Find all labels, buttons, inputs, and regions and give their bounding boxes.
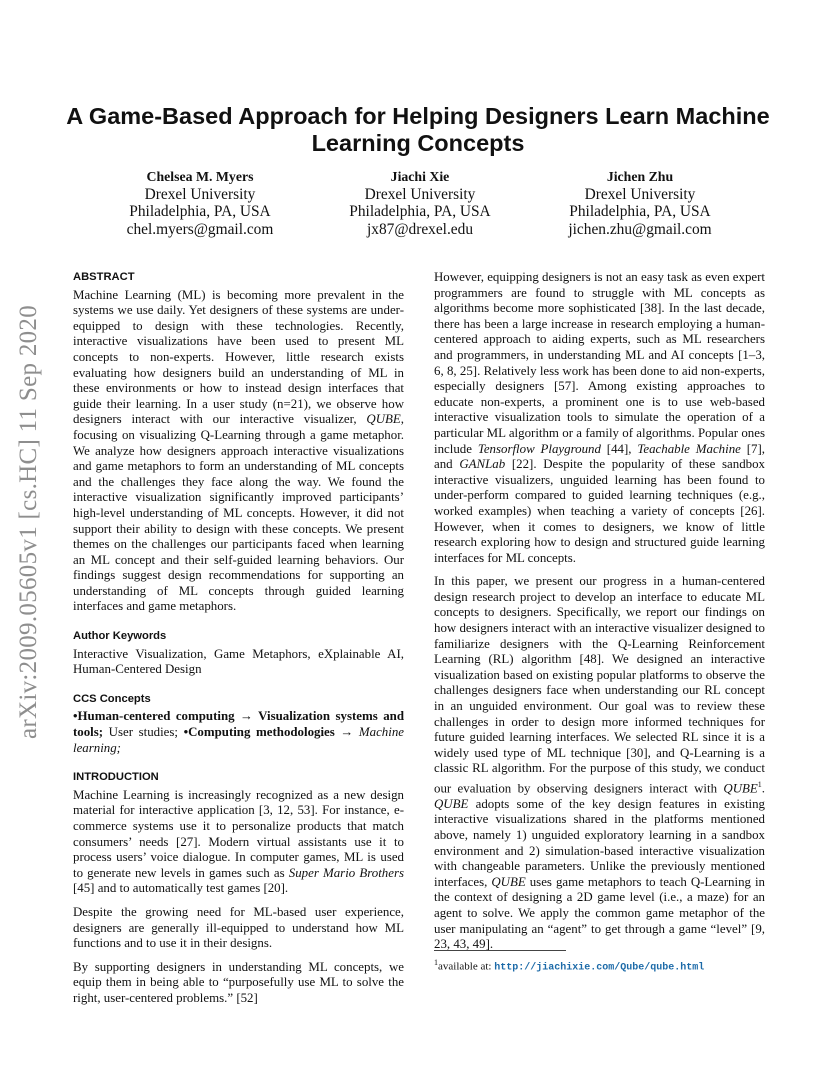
left-column xyxy=(73,270,404,1015)
footnote-mark: 1 xyxy=(434,958,438,967)
keywords-text: Interactive Visualization, Game Metaphors, eXplainable AI, Human-Centered Design xyxy=(73,646,404,677)
intro-text: [45] and to automatically test games [20]. xyxy=(73,881,289,896)
qube-term: QUBE xyxy=(491,874,526,889)
abstract-text-part: Machine Learning (ML) is becoming more prevalent in the systems we use daily. Yet designers of these systems are under-equipped to design with these technologies. Recently, interactive visualizations have been used to present ML concepts to non-experts. However, little research exists evaluating how designers build an understanding of ML in these environments or how to instead design interfaces that guide their learning. In a user study (n=21), we observe how designers interact with our interactive visualizer, xyxy=(73,287,404,427)
qube-term: QUBE xyxy=(366,412,401,427)
intro-paragraph-2: Despite the growing need for ML-based user experience, designers are generally ill-equipped to understand how ML functions and to use it in their designs. xyxy=(73,904,404,951)
abstract-text-part: , focusing on visualizing Q-Learning through a game metaphor. We analyze how designers approach interactive visualizations and game metaphors to form an understanding of ML concepts and the challenges they face along the way. We found the interactive visualization significantly improved participants’ high-level understanding of ML concepts. However, it did not support their ability to design with these concepts. We present themes on the challenges our participants faced when learning an ML concept and their self-guided learning behaviors. Our findings suggest design recommendations for supporting an understanding of ML concepts through guided learning interfaces and game metaphors. xyxy=(73,412,404,614)
intro-text: Machine Learning is increasingly recognized as a new design material for interactive application [3, 12, 53]. For instance, e-commerce systems use it to personalize products that match consumers’ needs [27]. Modern virtual assistants use it to process users’ voice dialogue. In computer games, ML is used to generate new levels in games such as xyxy=(73,787,404,880)
ccs-concept: User studies; xyxy=(103,725,184,740)
footnote-marker[interactable]: 1 xyxy=(757,780,762,789)
body-text: uses game metaphors to teach Q-Learning in the context of designing a 2D game level (i.e., a maze) for an agent to solve. We apply the common game metaphor of the user manipulating an “agent” to get through a game “level” [9, 23, 43, 49]. xyxy=(434,874,765,952)
game-title: Super Mario Brothers xyxy=(288,865,405,880)
abstract-text xyxy=(73,288,404,615)
body-text: [7], and xyxy=(434,441,765,472)
body-text: [22]. Despite the popularity of these sandbox interactive visualizers, unguided learning has been found to under-perform compared to guided learning techniques (e.g., worked examples) when teaching a variety of concepts [26]. However, when it comes to designers, we know of little research exploring how to design and structured guide learning interfaces for ML concepts. xyxy=(434,457,765,565)
paper-title: A Game-Based Approach for Helping Designers Learn Machine Learning Concepts xyxy=(66,103,770,156)
author-location: Philadelphia, PA, USA xyxy=(129,203,271,220)
keywords-heading: Author Keywords xyxy=(73,630,167,643)
intro-paragraph-3: By supporting designers in understanding ML concepts, we equip them in being able to “purposefully use ML to solve the right, user-centered problems.” [52] xyxy=(73,959,404,1005)
author-name: Jiachi Xie xyxy=(390,169,450,184)
ccs-heading: CCS Concepts xyxy=(73,692,151,705)
author-affiliation: Drexel University xyxy=(364,185,476,203)
ccs-arrow: → xyxy=(334,725,359,740)
footnote xyxy=(434,950,765,975)
body-text: In this paper, we present our progress in a human-centered design research project to develop an interface to educate ML concepts to designers. Specifically, we report our findings on how designers interact with an interactive visualizer designed to familiarize designers with the Q-Learning Reinforcement Learning (RL) algorithm [48]. We designed an interactive visualization based on existing popular platforms to observe the challenges designers face when understanding our RL concept in an unguided environment. Our goal was to review these challenges in order to design more informed techniques for future guided learning interfaces. We selected RL since it is a widely used type of ML technique [30], and Q-Learning is a classic RL algorithm. For the purpose of this study, we conduct our evaluation by observing designers interact with xyxy=(434,574,765,796)
author-1 xyxy=(90,168,310,238)
tool-name: GANLab xyxy=(459,457,506,472)
ccs-text xyxy=(73,709,404,756)
qube-term: QUBE xyxy=(434,796,469,811)
footnote-link[interactable]: http://jiachixie.com/Qube/qube.html xyxy=(494,962,705,974)
ccs-concept: •Human-centered computing → Visualization systems and tools; xyxy=(73,709,404,740)
author-location: Philadelphia, PA, USA xyxy=(569,203,711,220)
author-2 xyxy=(310,168,530,238)
author-name: Chelsea M. Myers xyxy=(146,169,254,184)
body-text: [44], xyxy=(600,441,638,456)
author-3 xyxy=(530,168,750,238)
author-email[interactable]: jichen.zhu@gmail.com xyxy=(568,220,712,238)
arxiv-identifier-text: arXiv:2009.05605v1 [cs.HC] 11 Sep 2020 xyxy=(15,304,42,740)
body-text: . xyxy=(761,781,765,796)
tool-name: Teachable Machine xyxy=(637,441,741,456)
author-block xyxy=(90,168,750,238)
author-email[interactable]: chel.myers@gmail.com xyxy=(126,220,274,238)
arxiv-identifier xyxy=(6,282,52,762)
footnote-rule xyxy=(434,950,566,951)
author-affiliation: Drexel University xyxy=(584,185,696,203)
intro-paragraph-1 xyxy=(73,788,404,897)
body-paragraph-1 xyxy=(434,270,765,566)
right-column xyxy=(434,270,765,961)
author-location: Philadelphia, PA, USA xyxy=(349,203,491,220)
footnote-label: available at: xyxy=(438,960,495,973)
author-name: Jichen Zhu xyxy=(606,169,674,184)
author-affiliation: Drexel University xyxy=(144,185,256,203)
ccs-concept: •Computing methodologies xyxy=(183,725,335,740)
body-text: However, equipping designers is not an easy task as even expert programmers are found to struggle with ML concepts as algorithms become more sophisticated [38]. In the last decade, there has been a large increase in research employing a human-centered approach to aiding experts, such as ML researchers and programmers, in understanding ML and AI concepts [1–3, 6, 8, 25]. Relatively less work has been done to aid non-experts, especially designers [57]. Among existing approaches to educate non-experts, a prominent one is to use web-based interactive visualization tools to simulate the operation of a particular ML algorithm or a family of algorithms. Popular ones include xyxy=(434,270,765,456)
abstract-heading: ABSTRACT xyxy=(73,271,135,283)
qube-term: QUBE xyxy=(723,781,758,796)
author-email[interactable]: jx87@drexel.edu xyxy=(366,220,474,238)
body-text: adopts some of the key design features in existing interactive visualizations shared in the platforms mentioned above, namely 1) unguided exploratory learning in a sandbox environment and 2) simulation-based interactive visualization with changeable parameters. Unlike the previously mentioned interfaces, xyxy=(434,796,765,889)
introduction-heading: INTRODUCTION xyxy=(73,771,159,784)
tool-name: Tensorflow Playground xyxy=(477,441,601,456)
body-paragraph-2 xyxy=(434,574,765,953)
ccs-concept: Machine learning; xyxy=(73,725,404,755)
